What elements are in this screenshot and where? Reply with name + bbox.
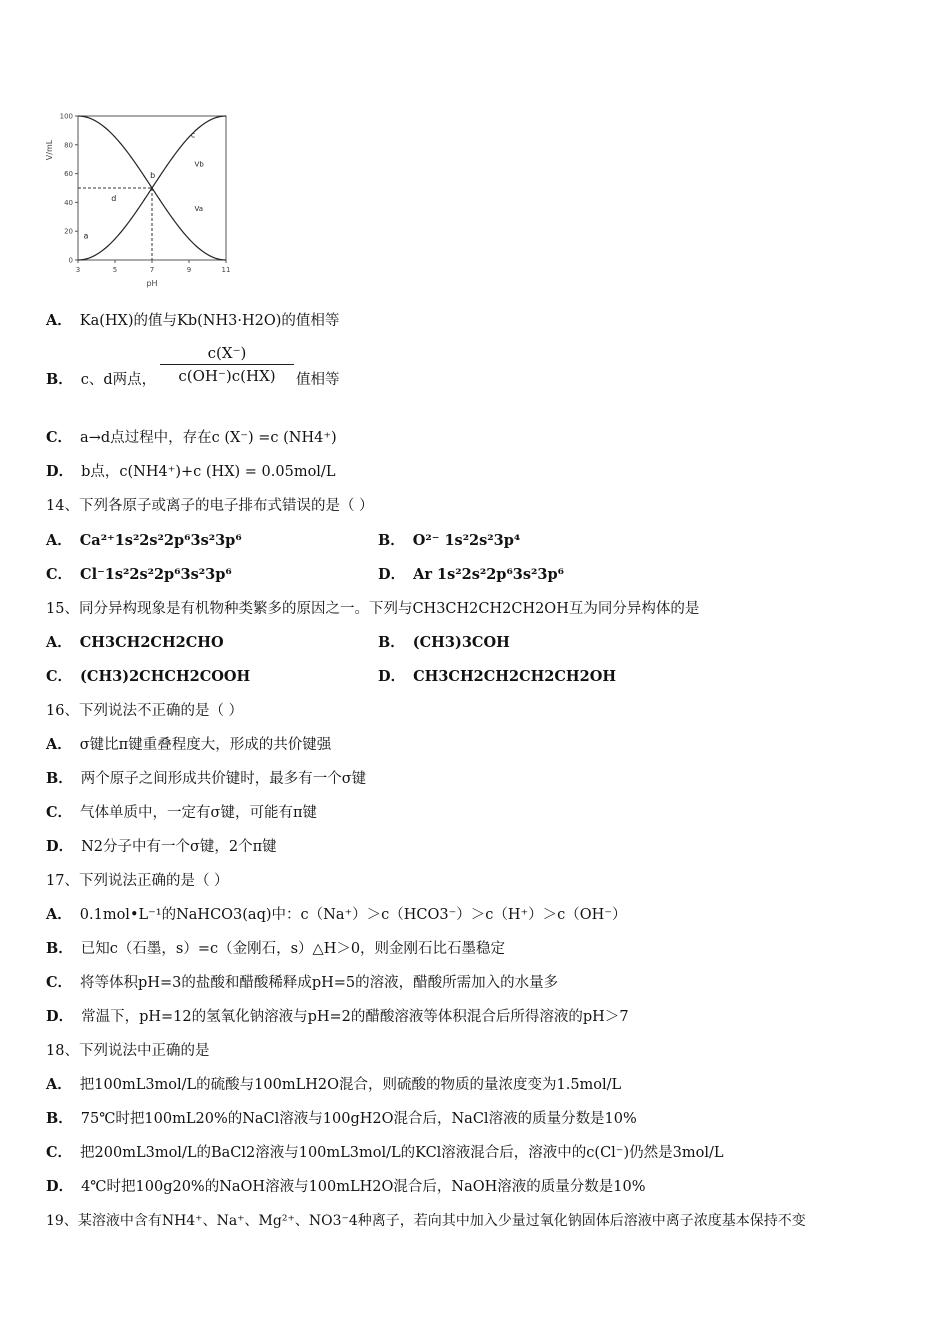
x-tick-label: 5 xyxy=(112,266,118,274)
point-label-c: c xyxy=(190,130,196,140)
y-axis-label: V/mL xyxy=(45,139,54,161)
x-tick-label: 9 xyxy=(186,266,192,274)
y-tick-label: 20 xyxy=(64,227,73,236)
option-label: C． xyxy=(46,804,73,821)
option-label: C． xyxy=(46,1144,73,1161)
q14-option-b xyxy=(378,531,520,551)
q14-option-c xyxy=(46,565,232,585)
option-label: C． xyxy=(46,566,73,583)
q17-option-c xyxy=(46,973,558,993)
option-label: C． xyxy=(46,429,73,446)
option-text: 气体单质中，一定有σ键，可能有π键 xyxy=(80,805,317,821)
option-label: D． xyxy=(46,1178,74,1195)
option-text: (CH3)3COH xyxy=(412,634,510,651)
q13-option-d xyxy=(46,462,335,482)
q18-option-d xyxy=(46,1177,645,1197)
q13-option-b xyxy=(46,370,156,390)
option-label: A． xyxy=(46,634,72,651)
option-label: C． xyxy=(46,668,73,685)
q18-option-a xyxy=(46,1075,621,1095)
option-label: A． xyxy=(46,532,72,549)
option-label: A． xyxy=(46,1076,72,1093)
q18-option-b xyxy=(46,1109,637,1129)
option-label: A． xyxy=(46,312,72,329)
q14-stem: 14、下列各原子或离子的电子排布式错误的是（ ） xyxy=(46,498,374,514)
fraction-numerator: c(X⁻) xyxy=(160,344,294,365)
q16-option-c xyxy=(46,803,317,823)
option-text: 把100mL3mol/L的硫酸与100mLH2O混合，则硫酸的物质的量浓度变为1.5mol/L xyxy=(79,1077,622,1093)
option-text: σ键比π键重叠程度大，形成的共价键强 xyxy=(79,737,332,753)
option-text: 常温下，pH=12的氢氧化钠溶液与pH=2的醋酸溶液等体积混合后所得溶液的pH＞7 xyxy=(81,1009,629,1025)
option-label: B． xyxy=(378,532,405,549)
option-text: a→d点过程中，存在c (X⁻) =c (NH4⁺) xyxy=(80,430,337,446)
option-text: 已知c（石墨，s）=c（金刚石，s）△H＞0，则金刚石比石墨稳定 xyxy=(80,941,506,957)
point-label-d: d xyxy=(111,193,117,203)
option-text: 把200mL3mol/L的BaCl2溶液与100mL3mol/L的KCl溶液混合后，溶液中的c(Cl⁻)仍然是3mol/L xyxy=(80,1145,724,1161)
option-text: 0.1mol•L⁻¹的NaHCO3(aq)中：c（Na⁺）＞c（HCO3⁻）＞c（H⁺）＞c（OH⁻） xyxy=(79,907,627,923)
option-text: 75℃时把100mL20%的NaCl溶液与100gH2O混合后，NaCl溶液的质量分数是10% xyxy=(80,1111,637,1127)
x-axis-label: pH xyxy=(146,279,158,288)
option-text: b点，c(NH4⁺)+c (HX) = 0.05mol/L xyxy=(81,464,336,480)
option-label: B． xyxy=(46,770,73,787)
option-text: 两个原子之间形成共价键时，最多有一个σ键 xyxy=(80,771,367,787)
curve-label-vb: Vb xyxy=(194,160,204,169)
q16-stem: 16、下列说法不正确的是（ ） xyxy=(46,703,244,719)
option-text: 4℃时把100g20%的NaOH溶液与100mLH2O混合后，NaOH溶液的质量分数是10% xyxy=(81,1179,646,1195)
fraction-denominator: c(OH⁻)c(HX) xyxy=(178,367,276,385)
option-text: Ka(HX)的值与Kb(NH3·H2O)的值相等 xyxy=(79,313,340,329)
x-tick-label: 11 xyxy=(221,266,231,274)
option-text: CH3CH2CH2CH2CH2OH xyxy=(413,668,617,685)
x-tick-label: 7 xyxy=(149,266,155,274)
option-label: B． xyxy=(46,371,73,388)
point-label-a: a xyxy=(83,231,89,241)
y-tick-label: 0 xyxy=(68,256,73,265)
q15-option-b xyxy=(378,633,510,653)
q18-stem: 18、下列说法中正确的是 xyxy=(46,1043,210,1059)
option-text: (CH3)2CHCH2COOH xyxy=(80,668,251,685)
q17-stem: 17、下列说法正确的是（ ） xyxy=(46,873,229,889)
q13-option-b-tail: 值相等 xyxy=(296,372,340,388)
option-label: B． xyxy=(378,634,405,651)
q19-stem: 19、某溶液中含有NH4⁺、Na⁺、Mg²⁺、NO3⁻4种离子，若向其中加入少量过氧化钠固体后溶液中离子浓度基本保持不变 xyxy=(46,1213,806,1229)
option-label: D． xyxy=(46,463,74,480)
q15-stem: 15、同分异构现象是有机物种类繁多的原因之一。下列与CH3CH2CH2CH2OH互为同分异构体的是 xyxy=(46,601,700,617)
q17-option-d xyxy=(46,1007,629,1027)
curve-label-va: Va xyxy=(194,205,204,214)
y-tick-label: 40 xyxy=(64,198,73,207)
option-label: C． xyxy=(46,974,73,991)
y-tick-label: 100 xyxy=(59,112,73,121)
q16-option-b xyxy=(46,769,366,789)
x-tick-label: 3 xyxy=(75,266,81,274)
q13-fraction xyxy=(160,344,294,385)
option-text: Cl⁻1s²2s²2p⁶3s²3p⁶ xyxy=(80,566,232,583)
option-label: A． xyxy=(46,736,72,753)
titration-chart xyxy=(40,108,240,298)
option-text: N2分子中有一个σ键，2个π键 xyxy=(81,839,277,855)
y-tick-label: 80 xyxy=(64,141,73,150)
q14-option-a xyxy=(46,531,242,551)
option-text: Ar 1s²2s²2p⁶3s²3p⁶ xyxy=(413,566,564,583)
q17-option-b xyxy=(46,939,505,959)
option-text-before: c、d两点， xyxy=(80,372,157,388)
q13-option-a xyxy=(46,311,339,331)
q16-option-d xyxy=(46,837,277,857)
q15-option-d xyxy=(378,667,616,687)
y-tick-label: 60 xyxy=(64,170,73,179)
q14-option-d xyxy=(378,565,564,585)
option-text: CH3CH2CH2CHO xyxy=(79,634,224,651)
option-text: Ca²⁺1s²2s²2p⁶3s²3p⁶ xyxy=(79,532,242,549)
option-text: 将等体积pH=3的盐酸和醋酸稀释成pH=5的溶液，醋酸所需加入的水量多 xyxy=(80,975,559,991)
q16-option-a xyxy=(46,735,331,755)
option-label: D． xyxy=(46,1008,74,1025)
q13-option-c xyxy=(46,428,337,448)
q15-option-c xyxy=(46,667,250,687)
option-text: O²⁻ 1s²2s²3p⁴ xyxy=(412,532,521,549)
q18-option-c xyxy=(46,1143,723,1163)
option-label: D． xyxy=(46,838,74,855)
option-label: B． xyxy=(46,1110,73,1127)
q17-option-a xyxy=(46,905,626,925)
option-label: D． xyxy=(378,566,406,583)
option-label: B． xyxy=(46,940,73,957)
point-label-b: b xyxy=(150,170,156,180)
option-label: D． xyxy=(378,668,406,685)
option-label: A． xyxy=(46,906,72,923)
q15-option-a xyxy=(46,633,224,653)
